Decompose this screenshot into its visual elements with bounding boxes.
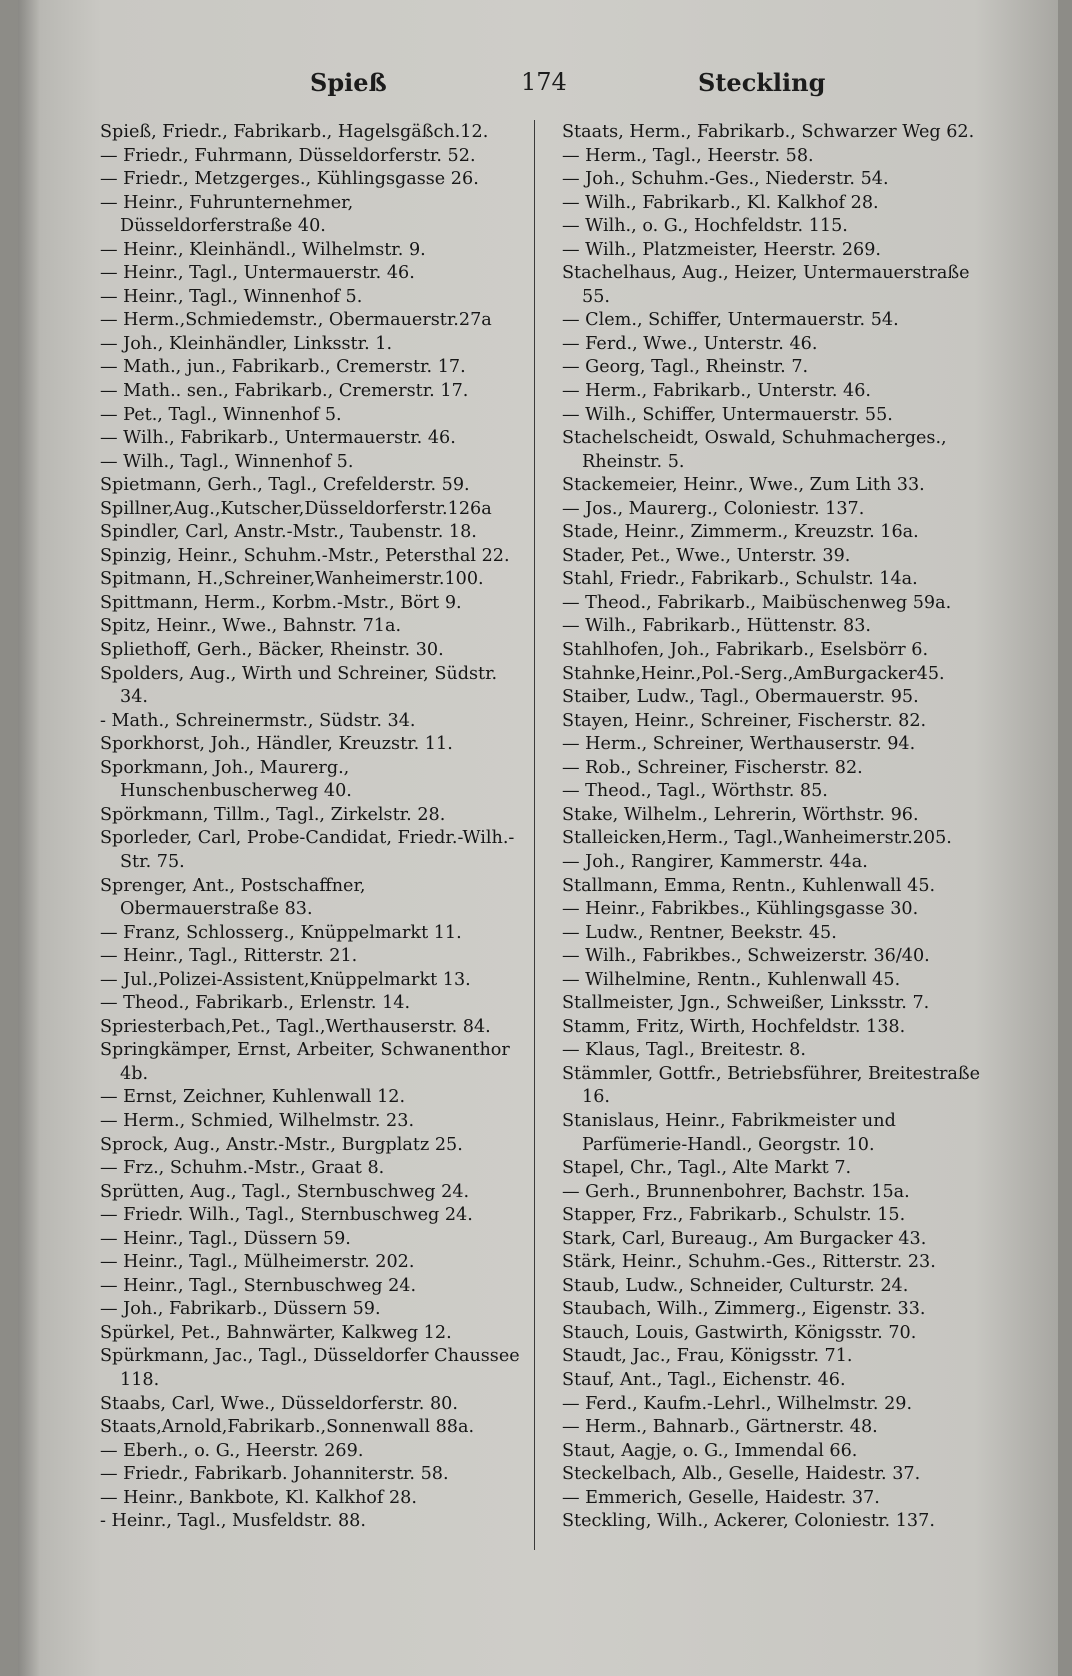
directory-entry: Stackemeier, Heinr., Wwe., Zum Lith 33.: [562, 475, 925, 496]
directory-entry: — Heinr., Tagl., Ritterstr. 21.: [100, 946, 358, 967]
directory-entry: Stake, Wilhelm., Lehrerin, Wörthstr. 96.: [562, 804, 919, 825]
directory-entry: Springkämper, Ernst, Arbeiter, Schwanenthor 4b.: [100, 1040, 510, 1084]
directory-entry: — Friedr., Fuhrmann, Düsseldorferstr. 52.: [100, 145, 476, 166]
directory-entry: — Herm., Tagl., Heerstr. 58.: [562, 145, 814, 166]
directory-entry: — Eberh., o. G., Heerstr. 269.: [100, 1440, 364, 1461]
directory-entry: - Math., Schreinermstr., Südstr. 34.: [100, 710, 416, 731]
directory-entry: Staub, Ludw., Schneider, Culturstr. 24.: [562, 1275, 909, 1296]
directory-entry: — Wilh., Platzmeister, Heerstr. 269.: [562, 239, 882, 260]
directory-entry: Staabs, Carl, Wwe., Düsseldorferstr. 80.: [100, 1393, 458, 1414]
directory-entry: — Clem., Schiffer, Untermauerstr. 54.: [562, 310, 899, 331]
directory-entry: Spillner,Aug.,Kutscher,Düsseldorferstr.126a: [100, 498, 492, 519]
directory-entry: — Jos., Maurerg., Coloniestr. 137.: [562, 498, 865, 519]
directory-entry: Stämmler, Gottfr., Betriebsführer, Breitestraße 16.: [562, 1063, 981, 1108]
directory-entry: — Jul.,Polizei-Assistent,Knüppelmarkt 13.: [100, 969, 471, 990]
directory-entry: — Heinr., Fuhrunternehmer, Düsseldorferstraße 40.: [100, 192, 354, 237]
directory-entry: — Pet., Tagl., Winnenhof 5.: [100, 404, 342, 425]
directory-entry: — Theod., Tagl., Wörthstr. 85.: [562, 781, 828, 802]
directory-entry: — Georg, Tagl., Rheinstr. 7.: [562, 357, 809, 378]
directory-entry: — Klaus, Tagl., Breitestr. 8.: [562, 1040, 806, 1061]
directory-entry: Stauch, Louis, Gastwirth, Königsstr. 70.: [562, 1322, 917, 1343]
directory-entry: Stapel, Chr., Tagl., Alte Markt 7.: [562, 1158, 852, 1179]
directory-entry: Spieß, Friedr., Fabrikarb., Hagelsgäßch.12.: [100, 122, 489, 142]
directory-entry: — Ferd., Wwe., Unterstr. 46.: [562, 333, 818, 354]
directory-entry: — Herm., Schreiner, Werthauserstr. 94.: [562, 734, 916, 755]
directory-entry: — Friedr. Wilh., Tagl., Sternbuschweg 24.: [100, 1205, 473, 1226]
directory-entry: — Wilh., Tagl., Winnenhof 5.: [100, 451, 354, 472]
directory-entry: Stanislaus, Heinr., Fabrikmeister und Parfümerie-Handl., Georgstr. 10.: [562, 1110, 896, 1155]
directory-entry: Stallmeister, Jgn., Schweißer, Linksstr. 7.: [562, 993, 930, 1014]
directory-entry: — Franz, Schlosserg., Knüppelmarkt 11.: [100, 922, 462, 943]
directory-entry: Sporkhorst, Joh., Händler, Kreuzstr. 11.: [100, 734, 453, 755]
directory-entry: Stahl, Friedr., Fabrikarb., Schulstr. 14a.: [562, 569, 918, 590]
directory-entry: Stayen, Heinr., Schreiner, Fischerstr. 82.: [562, 710, 927, 731]
directory-entry: — Theod., Fabrikarb., Maibüschenweg 59a.: [562, 592, 952, 613]
directory-entry: — Wilh., o. G., Hochfeldstr. 115.: [562, 216, 848, 237]
directory-entry: — Heinr., Bankbote, Kl. Kalkhof 28.: [100, 1487, 417, 1508]
directory-entry: Sporkmann, Joh., Maurerg., Hunschenbuscherweg 40.: [100, 757, 352, 802]
directory-entry: — Heinr., Tagl., Düssern 59.: [100, 1228, 351, 1249]
directory-entry: Stade, Heinr., Zimmerm., Kreuzstr. 16a.: [562, 522, 919, 543]
directory-entry: - Heinr., Tagl., Musfeldstr. 88.: [100, 1511, 366, 1532]
directory-entry: — Joh., Kleinhändler, Linksstr. 1.: [100, 333, 393, 354]
directory-entry: — Friedr., Metzgerges., Kühlingsgasse 26.: [100, 169, 479, 190]
directory-entry: — Frz., Schuhm.-Mstr., Graat 8.: [100, 1158, 385, 1179]
directory-entry: Spürkmann, Jac., Tagl., Düsseldorfer Chaussee 118.: [100, 1346, 520, 1390]
right-column: [562, 121, 987, 1534]
header-left-keyword: Spieß: [310, 68, 387, 97]
directory-entry: — Heinr., Tagl., Winnenhof 5.: [100, 286, 363, 307]
directory-entry: — Wilh., Fabrikarb., Hüttenstr. 83.: [562, 616, 872, 637]
directory-entry: Stachelhaus, Aug., Heizer, Untermauerstraße 55.: [562, 263, 970, 307]
directory-entry: Spitz, Heinr., Wwe., Bahnstr. 71a.: [100, 616, 402, 637]
directory-entry: Sprock, Aug., Anstr.-Mstr., Burgplatz 25.: [100, 1134, 463, 1155]
directory-entry: Staudt, Jac., Frau, Königsstr. 71.: [562, 1346, 853, 1367]
directory-entry: — Rob., Schreiner, Fischerstr. 82.: [562, 757, 863, 778]
directory-entry: Sporleder, Carl, Probe-Candidat, Friedr.-Wilh.-Str. 75.: [100, 828, 515, 872]
directory-entry: Spinzig, Heinr., Schuhm.-Mstr., Petersthal 22.: [100, 545, 510, 566]
directory-entry: Spittmann, Herm., Korbm.-Mstr., Bört 9.: [100, 592, 462, 613]
directory-entry: — Heinr., Tagl., Untermauerstr. 46.: [100, 263, 415, 284]
directory-entry: — Heinr., Kleinhändl., Wilhelmstr. 9.: [100, 239, 426, 260]
directory-entry: Spörkmann, Tillm., Tagl., Zirkelstr. 28.: [100, 804, 446, 825]
directory-entry: Spriesterbach,Pet., Tagl.,Werthauserstr. 84.: [100, 1016, 491, 1037]
directory-entry: Stader, Pet., Wwe., Unterstr. 39.: [562, 545, 851, 566]
directory-entry: Steckelbach, Alb., Geselle, Haidestr. 37.: [562, 1464, 921, 1485]
directory-entry: Staats,Arnold,Fabrikarb.,Sonnenwall 88a.: [100, 1417, 475, 1438]
directory-entry: Stahnke,Heinr.,Pol.-Serg.,AmBurgacker45.: [562, 663, 945, 684]
directory-entry: — Wilh., Fabrikarb., Untermauerstr. 46.: [100, 428, 456, 449]
directory-entry: — Ernst, Zeichner, Kuhlenwall 12.: [100, 1087, 406, 1108]
left-column: [100, 121, 525, 1534]
directory-entry: Sprenger, Ant., Postschaffner, Obermauerstraße 83.: [100, 875, 366, 920]
directory-entry: — Joh., Schuhm.-Ges., Niederstr. 54.: [562, 169, 889, 190]
directory-entry: Stauf, Ant., Tagl., Eichenstr. 46.: [562, 1369, 846, 1390]
directory-entry: — Heinr., Fabrikbes., Kühlingsgasse 30.: [562, 899, 919, 920]
directory-entry: — Herm., Schmied, Wilhelmstr. 23.: [100, 1110, 415, 1131]
directory-entry: Spindler, Carl, Anstr.-Mstr., Taubenstr. 18.: [100, 522, 477, 543]
directory-entry: Staut, Aagje, o. G., Immendal 66.: [562, 1440, 858, 1461]
directory-entry: Stachelscheidt, Oswald, Schuhmacherges., Rheinstr. 5.: [562, 428, 947, 472]
directory-entry: — Emmerich, Geselle, Haidestr. 37.: [562, 1487, 880, 1508]
directory-entry: — Ferd., Kaufm.-Lehrl., Wilhelmstr. 29.: [562, 1393, 913, 1414]
directory-entry: — Joh., Fabrikarb., Düssern 59.: [100, 1299, 381, 1320]
directory-entry: Stärk, Heinr., Schuhm.-Ges., Ritterstr. 23.: [562, 1252, 936, 1273]
directory-entry: Steckling, Wilh., Ackerer, Coloniestr. 137.: [562, 1511, 935, 1532]
directory-entry: Stark, Carl, Bureaug., Am Burgacker 43.: [562, 1228, 927, 1249]
directory-entry: Sprütten, Aug., Tagl., Sternbuschweg 24.: [100, 1181, 470, 1202]
directory-entry: — Wilh., Fabrikarb., Kl. Kalkhof 28.: [562, 192, 879, 213]
directory-entry: Spliethoff, Gerh., Bäcker, Rheinstr. 30.: [100, 640, 444, 661]
directory-entry: Staubach, Wilh., Zimmerg., Eigenstr. 33.: [562, 1299, 926, 1320]
directory-entry: — Joh., Rangirer, Kammerstr. 44a.: [562, 851, 868, 872]
directory-entry: — Ludw., Rentner, Beekstr. 45.: [562, 922, 837, 943]
directory-entry: — Heinr., Tagl., Mülheimerstr. 202.: [100, 1252, 415, 1273]
header-right-keyword: Steckling: [698, 68, 826, 97]
directory-entry: — Math.. sen., Fabrikarb., Cremerstr. 17.: [100, 381, 469, 402]
directory-entry: Staats, Herm., Fabrikarb., Schwarzer Weg 62.: [562, 122, 975, 142]
directory-entry: — Heinr., Tagl., Sternbuschweg 24.: [100, 1275, 417, 1296]
directory-entry: — Gerh., Brunnenbohrer, Bachstr. 15a.: [562, 1181, 910, 1202]
directory-entry: — Herm., Bahnarb., Gärtnerstr. 48.: [562, 1417, 878, 1438]
directory-entry: Stallmann, Emma, Rentn., Kuhlenwall 45.: [562, 875, 936, 896]
column-divider: [534, 120, 535, 1550]
directory-entry: Stapper, Frz., Fabrikarb., Schulstr. 15.: [562, 1205, 906, 1226]
directory-entry: Stamm, Fritz, Wirth, Hochfeldstr. 138.: [562, 1016, 906, 1037]
directory-entry: Spitmann, H.,Schreiner,Wanheimerstr.100.: [100, 569, 484, 590]
directory-entry: Stahlhofen, Joh., Fabrikarb., Eselsbörr 6.: [562, 640, 929, 661]
directory-entry: — Wilh., Fabrikbes., Schweizerstr. 36/40.: [562, 946, 930, 967]
directory-entry: — Friedr., Fabrikarb. Johanniterstr. 58.: [100, 1464, 449, 1485]
directory-entry: Spietmann, Gerh., Tagl., Crefelderstr. 59.: [100, 475, 470, 496]
directory-entry: — Herm., Fabrikarb., Unterstr. 46.: [562, 381, 872, 402]
directory-entry: Spürkel, Pet., Bahnwärter, Kalkweg 12.: [100, 1322, 452, 1343]
directory-entry: Spolders, Aug., Wirth und Schreiner, Südstr. 34.: [100, 663, 498, 708]
directory-entry: — Wilh., Schiffer, Untermauerstr. 55.: [562, 404, 893, 425]
directory-entry: — Wilhelmine, Rentn., Kuhlenwall 45.: [562, 969, 901, 990]
directory-entry: Staiber, Ludw., Tagl., Obermauerstr. 95.: [562, 687, 919, 708]
directory-entry: — Math., jun., Fabrikarb., Cremerstr. 17.: [100, 357, 466, 378]
page: [18, 0, 1058, 1676]
page-number: 174: [521, 68, 567, 96]
running-header: [18, 68, 1058, 108]
directory-entry: — Herm.,Schmiedemstr., Obermauerstr.27a: [100, 310, 492, 331]
directory-entry: — Theod., Fabrikarb., Erlenstr. 14.: [100, 993, 411, 1014]
directory-entry: Stalleicken,Herm., Tagl.,Wanheimerstr.205.: [562, 828, 952, 849]
